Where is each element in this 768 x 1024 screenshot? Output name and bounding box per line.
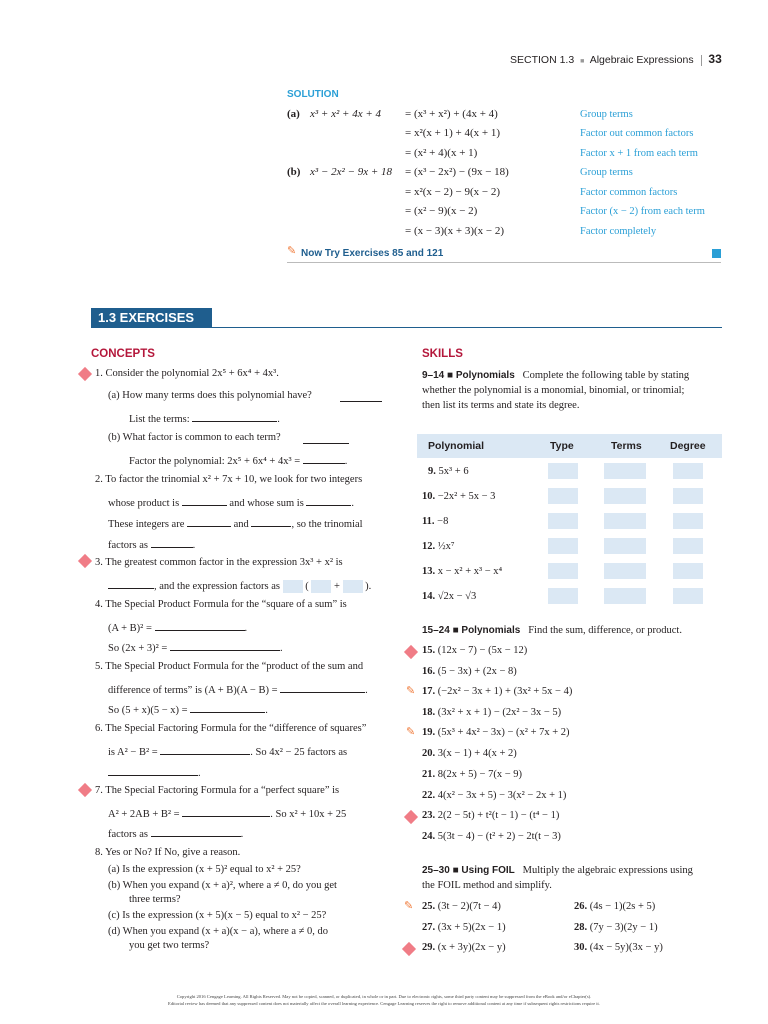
exercise-expression: (12x − 7) − (5x − 12) xyxy=(437,645,528,656)
exercise-number: 19. xyxy=(422,727,436,738)
exercise-6: 6. The Special Factoring Formula for the “difference of squares” xyxy=(95,723,367,734)
type-cell[interactable] xyxy=(548,488,578,504)
skills-group-label: 25–30 ■ Using FOIL xyxy=(422,865,515,876)
solution-a-tag: (a) xyxy=(287,108,300,120)
solution-step: = x²(x − 2) − 9(x − 2) xyxy=(405,186,501,198)
row-number: 12. xyxy=(422,541,436,552)
exercise-expression: (5x³ + 4x² − 3x) − (x² + 7x + 2) xyxy=(437,727,570,738)
exercise-7-example-label: . So x² + 10x + 25 xyxy=(270,809,347,820)
exercise-1a-terms-label: List the terms: xyxy=(129,414,190,425)
table-row xyxy=(422,591,476,602)
marker-icon xyxy=(78,783,92,797)
skills-intro-line3: then list its terms and state its degree. xyxy=(422,400,580,411)
exercise-8d-cont: you get two terms? xyxy=(129,940,210,951)
exercise-6-line2 xyxy=(108,744,347,758)
exercise-item xyxy=(422,810,559,821)
exercise-number: 17. xyxy=(422,686,436,697)
exercise-number: 16. xyxy=(422,666,436,677)
answer-box[interactable] xyxy=(343,580,363,593)
exercise-4-formula-label: (A + B)² = xyxy=(108,623,152,634)
solution-step: = (x³ − 2x²) − (9x − 18) xyxy=(405,166,509,178)
exercise-number: 28. xyxy=(574,922,588,933)
exercise-number: 18. xyxy=(422,707,436,718)
row-expression: 5x³ + 6 xyxy=(438,466,469,477)
answer-blank[interactable] xyxy=(108,578,154,589)
answer-box[interactable] xyxy=(311,580,331,593)
exercise-3-factors-label: , and the expression factors as xyxy=(154,581,280,592)
answer-blank[interactable] xyxy=(192,411,277,422)
exercise-4-line2: (A + B)² = . xyxy=(108,620,247,634)
section-title: Algebraic Expressions xyxy=(589,54,694,66)
exercise-expression: (5 − 3x) + (2x − 8) xyxy=(437,666,517,677)
polynomial-table-header xyxy=(417,434,722,458)
title-rule xyxy=(91,327,722,328)
exercise-5-example-label: So (5 + x)(5 − x) = xyxy=(108,705,188,716)
type-cell[interactable] xyxy=(548,538,578,554)
row-number: 13. xyxy=(422,566,436,577)
solution-step: = (x − 3)(x + 3)(x − 2) xyxy=(405,225,505,237)
exercise-item xyxy=(422,748,517,759)
answer-blank[interactable] xyxy=(187,516,231,527)
answer-blank[interactable] xyxy=(108,765,198,776)
terms-cell[interactable] xyxy=(604,563,646,579)
exercise-8d: (d) When you expand (x + a)(x − a), where a ≠ 0, do xyxy=(108,926,329,937)
row-number: 14. xyxy=(422,591,436,602)
solution-step: = x²(x + 1) + 4(x + 1) xyxy=(405,127,501,139)
exercise-2: 2. To factor the trinomial x² + 7x + 10, we look for two integers xyxy=(95,474,363,485)
exercise-number: 15. xyxy=(422,645,436,656)
exercise-8a: (a) Is the expression (x + 5)² equal to x² + 25? xyxy=(108,864,301,875)
answer-blank[interactable] xyxy=(170,640,280,651)
answer-blank[interactable] xyxy=(251,516,291,527)
exercise-8b: (b) When you expand (x + a)², where a ≠ 0, do you get xyxy=(108,880,337,891)
degree-cell[interactable] xyxy=(673,563,703,579)
exercise-7-line2 xyxy=(108,806,346,820)
copyright-line-1: Copyright 2016 Cengage Learning. All Rights Reserved. May not be copied, scanned, or duplicated, in whole or in part. Due to electronic rights, some third party content may be suppressed from the eBook and/or eChapter(s). xyxy=(176,994,592,999)
exercise-5-line3: So (5 + x)(5 − x) = . xyxy=(108,702,268,716)
exercise-6-formula-label: is A² − B² = xyxy=(108,747,158,758)
group-2-text: Find the sum, difference, or product. xyxy=(528,625,682,636)
concepts-heading: CONCEPTS xyxy=(91,348,155,360)
row-number: 11. xyxy=(422,516,435,527)
exercise-2-line4: factors as . xyxy=(108,537,195,551)
row-expression: ½x⁷ xyxy=(437,541,455,552)
pencil-icon: ✎ xyxy=(406,685,416,697)
exercise-item xyxy=(422,901,501,912)
table-row xyxy=(422,566,502,577)
answer-blank[interactable] xyxy=(340,391,382,402)
answer-blank[interactable] xyxy=(306,495,351,506)
marker-icon xyxy=(402,942,416,956)
solution-label: SOLUTION xyxy=(287,89,339,100)
skills-group-label: 15–24 ■ Polynomials xyxy=(422,625,521,636)
group-2-intro xyxy=(422,625,682,636)
exercise-item xyxy=(422,790,566,801)
exercise-7-line3: factors as . xyxy=(108,826,243,840)
exercise-number: 30. xyxy=(574,942,588,953)
pencil-icon: ✎ xyxy=(406,726,416,738)
exercise-1b: (b) What factor is common to each term? xyxy=(108,432,281,443)
table-header-type: Type xyxy=(550,440,574,452)
page-number: 33 xyxy=(708,52,722,66)
exercise-8c: (c) Is the expression (x + 5)(x − 5) equal to x² − 25? xyxy=(108,910,327,921)
exercise-2-trinomial-label: , so the trinomial xyxy=(291,519,363,530)
table-header-terms: Terms xyxy=(611,440,642,452)
type-cell[interactable] xyxy=(548,563,578,579)
exercise-8b-cont: three terms? xyxy=(129,894,181,905)
solution-step: = (x³ + x²) + (4x + 4) xyxy=(405,108,498,120)
terms-cell[interactable] xyxy=(604,513,646,529)
exercise-1: 1. Consider the polynomial 2x⁵ + 6x⁴ + 4x³. xyxy=(95,368,279,379)
type-cell[interactable] xyxy=(548,513,578,529)
exercise-number: 27. xyxy=(422,922,436,933)
marker-icon xyxy=(404,645,418,659)
exercise-expression: 3(x − 1) + 4(x + 2) xyxy=(437,748,517,759)
skills-intro-line1 xyxy=(422,370,689,381)
exercise-5-line2: difference of terms” is (A + B)(A − B) = . xyxy=(108,682,368,696)
exercise-1b-factor-label: Factor the polynomial: 2x⁵ + 6x⁴ + 4x³ = xyxy=(129,456,301,467)
degree-cell[interactable] xyxy=(673,538,703,554)
row-number: 9. xyxy=(428,466,436,477)
terms-cell[interactable] xyxy=(604,463,646,479)
table-row xyxy=(422,491,495,502)
answer-blank[interactable] xyxy=(160,744,250,755)
answer-blank[interactable] xyxy=(182,806,270,817)
exercise-expression: (4x − 5y)(3x − y) xyxy=(589,942,663,953)
exercise-5: 5. The Special Product Formula for the “product of the sum and xyxy=(95,661,364,672)
marker-icon xyxy=(404,810,418,824)
exercise-number: 20. xyxy=(422,748,436,759)
exercise-2-line3 xyxy=(108,516,363,530)
exercise-expression: (7y − 3)(2y − 1) xyxy=(589,922,658,933)
exercise-expression: (3x + 5)(2x − 1) xyxy=(437,922,506,933)
exercise-7-factors-label: factors as xyxy=(108,829,148,840)
solution-comment: Factor (x − 2) from each term xyxy=(580,206,705,217)
exercise-2-line2: whose product is and whose sum is . xyxy=(108,495,354,509)
skills-intro-text: Complete the following table by stating xyxy=(522,370,690,381)
header-separator: ■ xyxy=(580,58,585,65)
exercise-expression: (3x² + x + 1) − (2x² − 3x − 5) xyxy=(437,707,562,718)
table-row xyxy=(422,516,448,527)
exercise-7-formula-label: A² + 2AB + B² = xyxy=(108,809,180,820)
header-divider xyxy=(701,55,702,66)
exercise-4-example-label: So (2x + 3)² = xyxy=(108,643,168,654)
answer-blank[interactable] xyxy=(190,702,265,713)
exercise-number: 24. xyxy=(422,831,436,842)
exercise-number: 29. xyxy=(422,942,436,953)
exercise-item xyxy=(574,901,655,912)
degree-cell[interactable] xyxy=(673,488,703,504)
row-expression: −2x² + 5x − 3 xyxy=(437,491,496,502)
exercise-item xyxy=(422,922,506,933)
answer-blank[interactable] xyxy=(303,453,345,464)
exercise-4-line3: So (2x + 3)² = . xyxy=(108,640,283,654)
exercise-number: 21. xyxy=(422,769,436,780)
end-of-example-marker xyxy=(712,249,721,258)
exercise-item xyxy=(422,831,561,842)
exercise-item xyxy=(574,942,663,953)
exercise-1a: (a) How many terms does this polynomial have? xyxy=(108,390,312,401)
answer-blank[interactable] xyxy=(280,682,365,693)
exercise-2-sum-label: and whose sum is xyxy=(229,498,304,509)
solution-comment: Factor x + 1 from each term xyxy=(580,148,698,159)
now-try-link[interactable]: Now Try Exercises 85 and 121 xyxy=(301,248,444,259)
section-label: SECTION 1.3 xyxy=(510,54,575,66)
answer-blank[interactable] xyxy=(151,537,193,548)
exercise-3-line2: , and the expression factors as ( + ). xyxy=(108,578,371,593)
solution-comment: Factor common factors xyxy=(580,187,678,198)
exercise-item xyxy=(422,666,517,677)
answer-box[interactable] xyxy=(283,580,303,593)
answer-blank[interactable] xyxy=(151,826,241,837)
terms-cell[interactable] xyxy=(604,488,646,504)
exercise-1b-factor: Factor the polynomial: 2x⁵ + 6x⁴ + 4x³ = . xyxy=(129,453,347,467)
running-header xyxy=(510,52,722,66)
exercise-item xyxy=(422,769,522,780)
pencil-icon: ✎ xyxy=(404,900,414,912)
table-header-degree: Degree xyxy=(670,440,706,452)
exercises-title: 1.3 EXERCISES xyxy=(98,310,195,325)
exercise-item xyxy=(422,942,506,953)
table-header-polynomial: Polynomial xyxy=(428,440,485,452)
skills-heading: SKILLS xyxy=(422,348,463,360)
exercise-2-product-label: whose product is xyxy=(108,498,180,509)
exercise-expression: (x + 3y)(2x − y) xyxy=(437,942,506,953)
copyright-line-2: Editorial review has deemed that any suppressed content does not materially affect the overall learning experience. Cengage Learning reserves the right to remove additional content at any time if subsequent rights restrictions require it. xyxy=(168,1001,600,1006)
group-3-intro-line2: the FOIL method and simplify. xyxy=(422,880,552,891)
exercise-expression: 8(2x + 5) − 7(x − 9) xyxy=(437,769,523,780)
row-expression: √2x − √3 xyxy=(437,591,477,602)
row-number: 10. xyxy=(422,491,436,502)
exercise-6-example-label: . So 4x² − 25 factors as xyxy=(250,747,348,758)
marker-icon xyxy=(78,554,92,568)
solution-comment: Group terms xyxy=(580,167,633,178)
exercise-expression: 5(3t − 4) − (t² + 2) − 2t(t − 3) xyxy=(437,831,561,842)
exercise-number: 26. xyxy=(574,901,588,912)
exercise-expression: (3t − 2)(7t − 4) xyxy=(437,901,501,912)
exercise-number: 25. xyxy=(422,901,436,912)
type-cell[interactable] xyxy=(548,588,578,604)
degree-cell[interactable] xyxy=(673,513,703,529)
solution-b-tag: (b) xyxy=(287,166,301,178)
exercise-8: 8. Yes or No? If No, give a reason. xyxy=(95,847,241,858)
exercise-3: 3. The greatest common factor in the expression 3x³ + x² is xyxy=(95,557,343,568)
terms-cell[interactable] xyxy=(604,588,646,604)
answer-blank[interactable] xyxy=(155,620,245,631)
type-cell[interactable] xyxy=(548,463,578,479)
exercise-item xyxy=(422,686,572,697)
answer-blank[interactable] xyxy=(182,495,227,506)
pencil-icon: ✎ xyxy=(287,245,297,257)
skills-intro-line2: whether the polynomial is a monomial, binomial, or trinomial; xyxy=(422,385,685,396)
exercise-expression: (4s − 1)(2s + 5) xyxy=(589,901,656,912)
degree-cell[interactable] xyxy=(673,463,703,479)
degree-cell[interactable] xyxy=(673,588,703,604)
copyright-footer xyxy=(40,993,728,1007)
exercise-2-and-label: and xyxy=(233,519,249,530)
table-row xyxy=(422,541,455,552)
exercise-item xyxy=(574,922,658,933)
solution-comment: Factor out common factors xyxy=(580,128,694,139)
terms-cell[interactable] xyxy=(604,538,646,554)
table-row xyxy=(428,466,469,477)
exercise-4: 4. The Special Product Formula for the “square of a sum” is xyxy=(95,599,347,610)
marker-icon xyxy=(78,367,92,381)
exercise-6-line3: . xyxy=(108,765,201,779)
row-expression: x − x² + x³ − x⁴ xyxy=(437,566,503,577)
exercise-expression: (−2x² − 3x + 1) + (3x² + 5x − 4) xyxy=(437,686,573,697)
exercise-number: 23. xyxy=(422,810,436,821)
exercise-1a-terms: List the terms: . xyxy=(129,411,280,425)
exercise-2-integers-label: These integers are xyxy=(108,519,185,530)
exercise-item xyxy=(422,727,570,738)
exercise-2-factors-label: factors as xyxy=(108,540,148,551)
solution-b-lhs: x³ − 2x² − 9x + 18 xyxy=(310,166,393,178)
solution-rule xyxy=(287,262,721,263)
solution-step: = (x² − 9)(x − 2) xyxy=(405,205,478,217)
solution-comment: Group terms xyxy=(580,109,633,120)
group-3-text: Multiply the algebraic expressions using xyxy=(522,865,693,876)
group-3-intro xyxy=(422,865,693,876)
solution-step: = (x² + 4)(x + 1) xyxy=(405,147,478,159)
exercise-expression: 2(2 − 5t) + t²(t − 1) − (t⁴ − 1) xyxy=(437,810,560,821)
exercise-7: 7. The Special Factoring Formula for a “perfect square” is xyxy=(95,785,340,796)
exercise-number: 22. xyxy=(422,790,436,801)
exercise-item xyxy=(422,645,527,656)
exercise-expression: 4(x² − 3x + 5) − 3(x² − 2x + 1) xyxy=(437,790,567,801)
solution-comment: Factor completely xyxy=(580,226,657,237)
solution-a-lhs: x³ + x² + 4x + 4 xyxy=(310,108,382,120)
exercises-title-bar xyxy=(91,308,212,328)
answer-blank[interactable] xyxy=(303,433,349,444)
exercise-5-formula-label: difference of terms” is (A + B)(A − B) = xyxy=(108,685,278,696)
skills-group-label: 9–14 ■ Polynomials xyxy=(422,370,515,381)
row-expression: −8 xyxy=(437,516,449,527)
exercise-item xyxy=(422,707,561,718)
